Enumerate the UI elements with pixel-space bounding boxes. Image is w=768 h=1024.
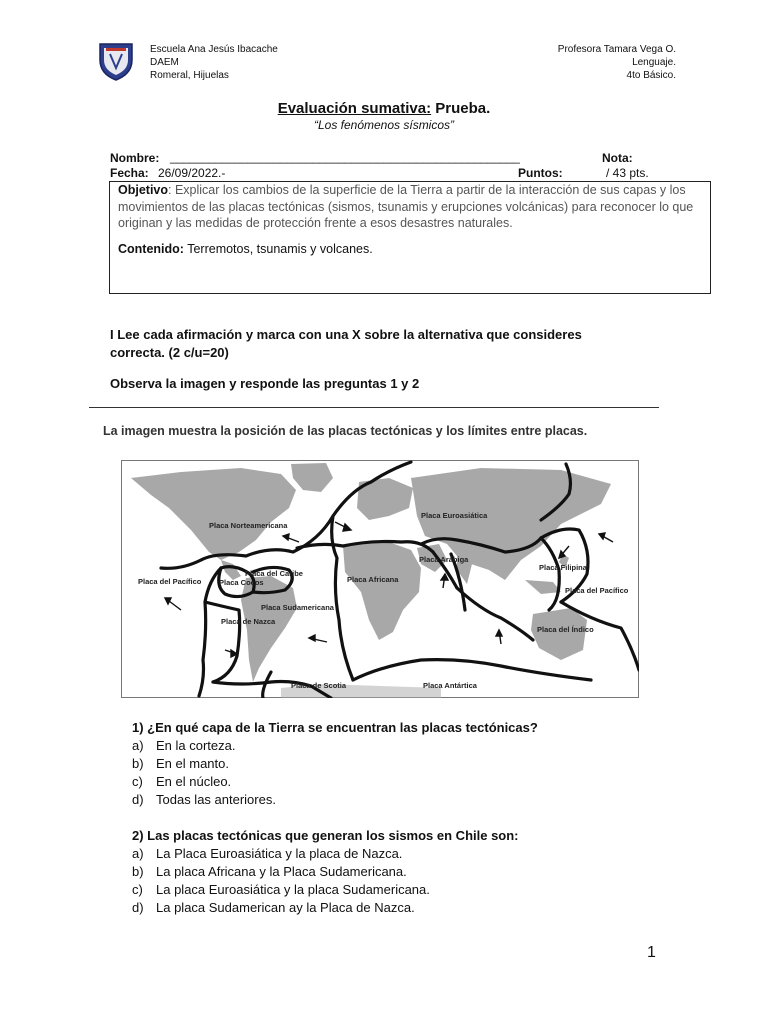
option-text: La placa Euroasiática y la placa Sudamericana.	[156, 882, 430, 897]
option-letter: c)	[132, 774, 143, 789]
label-filipina: Placa Filipina	[539, 563, 587, 572]
option-text: La Placa Euroasiática y la placa de Nazca.	[156, 846, 403, 861]
label-norteamericana: Placa Norteamericana	[209, 521, 288, 530]
question-1-option-b[interactable]	[132, 755, 538, 773]
question-2-option-b[interactable]	[132, 863, 519, 881]
question-2-option-a[interactable]	[132, 845, 519, 863]
option-letter: d)	[132, 792, 144, 807]
name-input-line[interactable]: ______________________________________________________	[170, 150, 520, 164]
option-text: La placa Sudamerican ay la Placa de Nazca.	[156, 900, 415, 915]
objective-text: : Explicar los cambios de la superficie de la Tierra a partir de la interacción de sus capas y los movimientos de las placas tectónicas (sismos, tsunamis y erupciones volcánicas) para reconocer lo que originan y las medidas de protección frente a esos desastres naturales.	[118, 183, 694, 230]
grade-level: 4to Básico.	[626, 70, 676, 81]
exam-title-rest: Prueba.	[431, 100, 491, 117]
content-text: Terremotos, tsunamis y volcanes.	[183, 241, 373, 256]
content-paragraph	[118, 241, 702, 258]
question-2-title: 2) Las placas tectónicas que generan los sismos en Chile son:	[132, 828, 519, 843]
objective-paragraph	[118, 182, 702, 232]
option-text: En el núcleo.	[156, 774, 232, 789]
question-1-option-c[interactable]	[132, 773, 538, 791]
exam-title	[0, 100, 768, 117]
points-value: / 43 pts.	[606, 166, 649, 180]
teacher-name: Profesora Tamara Vega O.	[557, 44, 676, 55]
school-crest-icon	[96, 40, 136, 82]
grade-label: Nota:	[602, 151, 633, 165]
option-letter: a)	[132, 738, 144, 753]
tectonic-plates-map	[121, 460, 639, 698]
school-name: Escuela Ana Jesús Ibacache	[150, 44, 278, 55]
date-label: Fecha:	[110, 166, 149, 180]
exam-subtitle: “Los fenómenos sísmicos”	[313, 118, 455, 132]
question-1-title: 1) ¿En qué capa de la Tierra se encuentran las placas tectónicas?	[132, 720, 538, 735]
label-africana: Placa Africana	[347, 575, 399, 584]
option-letter: b)	[132, 864, 144, 879]
option-text: Todas las anteriores.	[156, 792, 276, 807]
label-pacifico-e: Placa del Pacífico	[565, 586, 629, 595]
page-header	[96, 40, 676, 82]
content-label: Contenido:	[118, 241, 184, 256]
objective-box	[109, 181, 711, 294]
subject: Lenguaje.	[632, 57, 676, 68]
option-letter: d)	[132, 900, 144, 915]
question-2	[132, 828, 519, 917]
objective-label: Objetivo	[118, 183, 169, 197]
observe-prompt: Observa la imagen y responde las preguntas 1 y 2	[110, 376, 420, 391]
question-1	[132, 720, 538, 809]
label-indico: Placa del Índico	[537, 625, 594, 634]
option-text: La placa Africana y la Placa Sudamericana.	[156, 864, 407, 879]
question-1-option-a[interactable]	[132, 737, 538, 755]
label-pacifico-w: Placa del Pacífico	[138, 577, 202, 586]
option-letter: c)	[132, 882, 143, 897]
option-letter: b)	[132, 756, 144, 771]
label-caribe: Placa del Caribe	[245, 569, 303, 578]
option-text: En la corteza.	[156, 738, 236, 753]
instructions: I Lee cada afirmación y marca con una X sobre la alternativa que consideres correcta. (2 c/u=20)	[110, 327, 582, 360]
map-caption: La imagen muestra la posición de las placas tectónicas y los límites entre placas.	[103, 424, 588, 438]
exam-title-underlined: Evaluación sumativa:	[277, 100, 432, 117]
label-nazca: Placa de Nazca	[221, 617, 276, 626]
label-cocos: Placa Cocos	[219, 578, 264, 587]
page-number: 1	[647, 944, 656, 961]
label-arabiga: Placa Arábiga	[419, 555, 469, 564]
points-label: Puntos:	[518, 166, 563, 180]
label-euroasiatica: Placa Euroasiática	[421, 511, 488, 520]
tectonic-map-svg	[121, 460, 639, 698]
label-scotia: Placa de Scotia	[291, 681, 347, 690]
school-info	[150, 43, 278, 82]
question-1-option-d[interactable]	[132, 791, 538, 809]
school-org: DAEM	[150, 57, 179, 68]
question-2-option-d[interactable]	[132, 899, 519, 917]
school-location: Romeral, Hijuelas	[150, 70, 229, 81]
name-label: Nombre:	[110, 151, 160, 165]
question-2-option-c[interactable]	[132, 881, 519, 899]
option-text: En el manto.	[156, 756, 229, 771]
label-sudamericana: Placa Sudamericana	[261, 603, 334, 612]
option-letter: a)	[132, 846, 144, 861]
divider	[89, 407, 659, 408]
teacher-info	[558, 43, 676, 82]
date-value: 26/09/2022.-	[158, 166, 226, 180]
label-antartica: Placa Antártica	[423, 681, 477, 690]
